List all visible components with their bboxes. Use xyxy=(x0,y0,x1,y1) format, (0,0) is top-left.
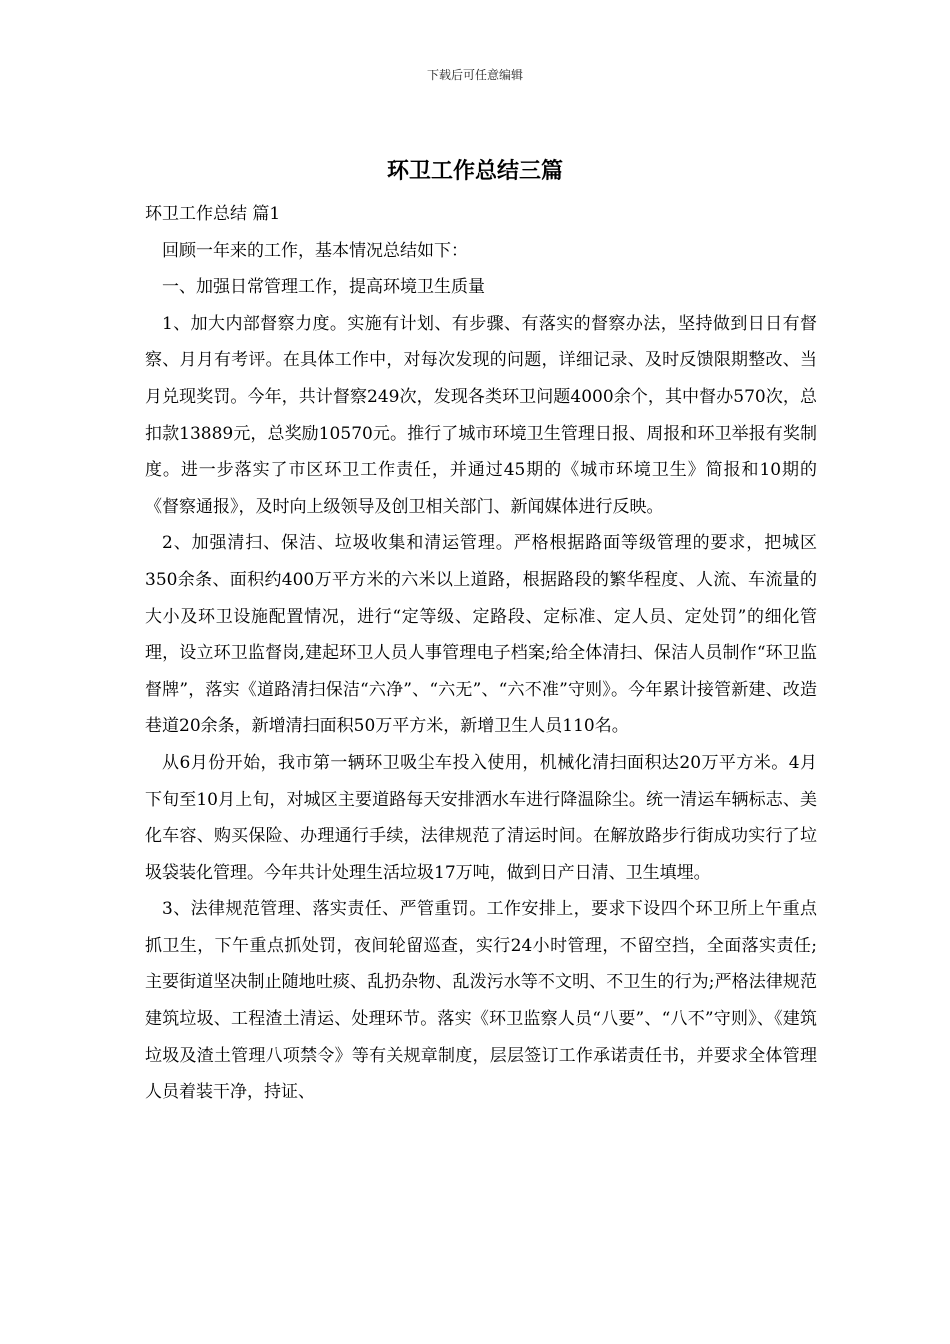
paragraph-heading-1: 一、加强日常管理工作，提高环境卫生质量 xyxy=(162,277,485,298)
paragraph-item-1: 1、加大内部督察力度。实施有计划、有步骤、有落实的督察办法，坚持做到日日有督察、月月有考评。在具体工作中，对每次发现的问题，详细记录、及时反馈限期整改、当月兑现奖罚。今年，共计督察249次，发现各类环卫问题4000余个，其中督办570次，总扣款13889元，总奖励10570元。推行了城市环境卫生管理日报、周报和环卫举报有奖制度。进一步落实了市区环卫工作责任，并通过45期的《城市环境卫生》简报和10期的《督察通报》，及时向上级领导及创卫相关部门、新闻媒体进行反映。 xyxy=(145,313,817,517)
paragraph-item-2: 2、加强清扫、保洁、垃圾收集和清运管理。严格根据路面等级管理的要求，把城区350余条、面积约400万平方米的六米以上道路，根据路段的繁华程度、人流、车流量的大小及环卫设施配置情况，进行“定等级、定路段、定标准、定人员、定处罚”的细化管理，设立环卫监督岗,建起环卫人员人事管理电子档案;给全体清扫、保洁人员制作“环卫监督牌”，落实《道路清扫保洁“六净”、“六无”、“六不准”守则》。今年累计接管新建、改造巷道20余条，新增清扫面积50万平方米，新增卫生人员110名。 xyxy=(145,533,817,737)
document-body xyxy=(145,196,817,1111)
header-note: 下载后可任意编辑 xyxy=(426,68,523,82)
paragraph-intro: 回顾一年来的工作，基本情况总结如下： xyxy=(162,240,468,261)
paragraph-item-2-continued: 从6月份开始，我市第一辆环卫吸尘车投入使用，机械化清扫面积达20万平方米。4月下旬至10月上旬，对城区主要道路每天安排洒水车进行降温除尘。统一清运车辆标志、美化车容、购买保险、办理通行手续，法律规范了清运时间。在解放路步行街成功实行了垃圾袋装化管理。今年共计处理生活垃圾17万吨，做到日产日清、卫生填埋。 xyxy=(145,752,817,883)
section-heading: 环卫工作总结 篇1 xyxy=(145,204,281,224)
document-title: 环卫工作总结三篇 xyxy=(386,158,563,184)
paragraph-item-3: 3、法律规范管理、落实责任、严管重罚。工作安排上，要求下设四个环卫所上午重点抓卫生，下午重点抓处罚，夜间轮留巡查，实行24小时管理，不留空挡，全面落实责任;主要街道坚决制止随地吐痰、乱扔杂物、乱泼污水等不文明、不卫生的行为;严格法律规范建筑垃圾、工程渣土清运、处理环节。落实《环卫监察人员“八要”、“八不”守则》、《建筑垃圾及渣土管理八项禁令》等有关规章制度，层层签订工作承诺责任书，并要求全体管理人员着装干净，持证、 xyxy=(145,899,817,1103)
